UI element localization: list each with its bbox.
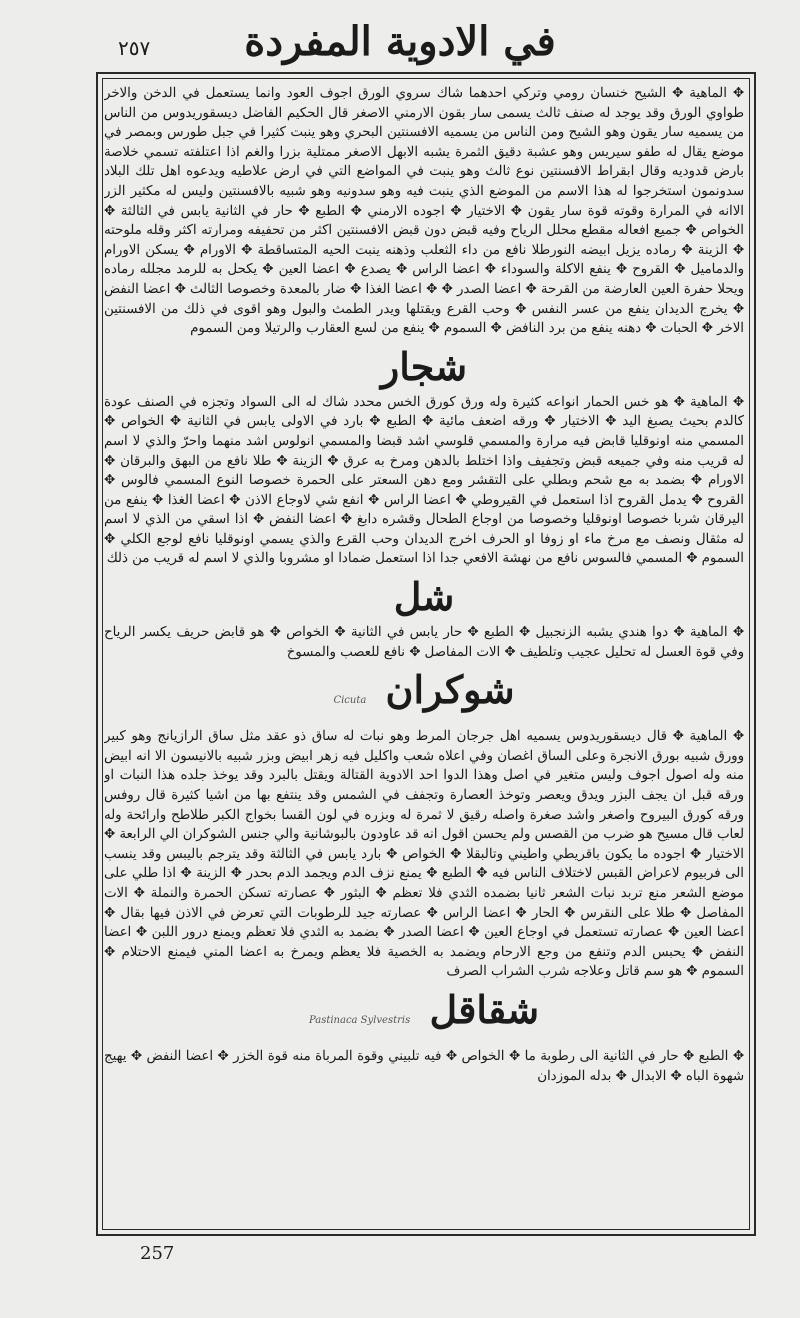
entry-text: ✥ الماهية ✥ دوا هندي يشبه الزنجبيل ✥ الطبع ✥ حار يابس في الثانية ✥ الخواص ✥ هو قابض حريف يكسر الرياح وفي قوة العسل له تحليل عجيب وتلطيف ✥ الات المفاصل ✥ نافع للعصب والمسوخ (104, 625, 744, 660)
page-body (104, 84, 744, 1222)
entry-shajjar (104, 345, 744, 569)
entry-shaqaqul (104, 988, 744, 1086)
entry-heading (104, 575, 744, 619)
entry-shih (104, 84, 744, 339)
entry-title: شوكران (385, 667, 515, 713)
entry-heading (104, 988, 744, 1043)
entry-title: شجار (380, 343, 468, 389)
entry-shal (104, 575, 744, 662)
entry-text: ✥ الماهية ✥ قال ديسقوريدوس يسميه اهل جرجان المرط وهو نبات له ساق ذو عقد مثل ساق الرازيانج وهو كبير وورق شبيه بورق الانجرة وعلى الساق اغصان وفي اعلاه شعب واكليل فيه زهر ابيض وبزر شبيه بالانيسون الا انه ابيض منه وله اصول اجوف وليس متغير في اصل وهذا الدوا احد الادوية القتالة ويقتل بالبرد وقد يوخذ جلده هذا النبات او ورقه قبل ان يجف البزر ويدق ويعصر وتوخذ العصارة وتجفف في الشمس وقد ينتفع بها من اشيا كثيرة قال روفس ورقه كورق البيروح واصغر واشد صغرة واصله رقيق لا ثمرة له وبزره في لون القسا بخواج الكبر طلاطح وارائحة وله لعاب قال مسيح هو ضرب من القصس ولم يحسن اقول انه قد عاودون بالبوشانية والي جنس الشوكران الي الرابعة ✥ الاختيار ✥ اجوده ما يكون باقريطي واطيني وتالبقلا ✥ الخواص ✥ بارد يابس في الثالثة وقد يترجم باليبس وقد ينسب الى فربيوم لاعراض القبس لاختلاف الناس فيه ✥ الطبع ✥ يمنع نزف الدم ويجمد الدم بحدر ✥ الزينة ✥ اذا طلي على موضع الشعر منع تربد نبات الشعر ثانيا بضمده الثدي فلا تعظم ✥ البثور ✥ عصارته تسكن الحمرة والنملة ✥ الات المفاصل ✥ طلا على النقرس ✥ الحار ✥ اعضا الراس ✥ عصارته جيد للرطوبات التي تعرض في الاذن فيها بقال ✥ اعضا العين ✥ عصارته تستعمل في اوجاع العين ✥ اعضا الصدر ✥ بضمد به الثدي فلا تعظم ويمنع درور اللبن ✥ اعضا النفض ✥ يحبس الدم وتنفع من وجع الارحام ويضمد به الخصية فلا يعظم ويمرخ به اعضا المني فيمنع الاحتلام ✥ السموم ✥ هو سم قاتل وعلاجه شرب الشراب الصرف (104, 729, 744, 980)
handwritten-latin-note: Cicuta (333, 695, 367, 707)
handwritten-latin-note: Pastinaca Sylvestris (308, 1014, 411, 1026)
entry-heading (104, 345, 744, 389)
entry-heading (104, 668, 744, 723)
entry-title: شقاقل (429, 986, 540, 1032)
entry-text: ✥ الماهية ✥ هو خس الحمار انواعه كثيرة وله ورق كورق الخس محدد شاك له الى السواد وتجزه في الصنف عودة كالدم بحيث يصبغ اليد ✥ الاختيار ✥ ورقه اضعف مائية ✥ الطبع ✥ بارد في الاولى يابس في الثانية ✥ الخواص ✥ المسمي منه اونوقليا قابض فيه مرارة والمسمي قلوسي اشد قبضا والمسمي انولوس اشد منهما واحرّ والذي لا اسم له قريب منه وفي جميعه قبض وتجفيف واذا اختلط بالدهن ومرخ به عرق ✥ الزينة ✥ طلا نافع من البهق والبرقان ✥ الاورام ✥ بضمد به مع شحم وبطلي على التقشر ومع دهن السعتر على الحمرة خصوصا النوع المسمي فالوس ✥ القروح ✥ يدمل القروح اذا استعمل في القيروطي ✥ اعضا الراس ✥ انفع شي لاوجاع الاذن ✥ اعضا الغذا ✥ ينفع من اليرقان شربا خصوصا اونوقليا وخصوصا من اوجاع الطحال وقشره دابغ ✥ اعضا النفض ✥ اذا اسقي من الذي لا اسم له مثقال ونصف مع مرخ ماء او زوفا او الحرف اخرج الديدان وحب القرع والذي يسمي اونوقليا نافع لوجع الكلي ✥ السموم ✥ المسمي فالسوس نافع من نهشة الافعي جدا اذا استعمل ضمادا او مشروبا والذي لا اسم له قريب من ذلك (104, 394, 744, 567)
entry-text: ✥ الماهية ✥ الشيح خنسان رومي وتركي احدهما شاك سروي الورق اجوف العود وانما يستعمل في الدخن والاخر طواوي الورق وقد يوجد له صنف ثالث يسمى سار بقون الارمني الاصغر قال الحكيم الفاضل ديسقوريدوس من الناس من يسميه سار يقون وهو الشيح ومن الناس من يسميه الافسنتين البحري وهو ينبت كثيرا في جبل طورس وبمصر في موضع يقال له طفو سيريس وهو عشبة دقيق الثمرة يشبه الابهل الاصغر ممتلية بزرا والغم اذا اعتلفته تسمي خلاصة بارض قدوديه وقال ابقراط الافسنتين نوع ثالث وهو ينبت في المواضع التي في ارض علاطيه ويدعوه اهل تلك البلاد سدونمون استخرجوا له هذا الاسم من الموضع الذي ينبت فيه وهو سدونيه وهو شبيه بالافسنتين وليس له مكثير الزر الاانه في المرارة وقوته قوة سار يقون ✥ الاختيار ✥ اجوده الارمني ✥ الطبع ✥ حار في الثانية يابس في الثالثة ✥ الخواص ✥ جميع افعاله مقطع محلل الرياح وفيه قبض دون قبض الافسنتين اكثر من تحفيفه ومرارته اكثر وقله ملوحته ✥ الزينة ✥ رماده يزيل ابيضه النورطلا نافع من داء الثعلب وذهنه ينبت الحيه المتساقطة ✥ الاورام ✥ يسكن الاورام والدماميل ✥ القروح ✥ ينفع الاكلة والسوداء ✥ اعضا الراس ✥ يصدع ✥ اعضا العين ✥ يكحل به للرمد مجلله رماده ويحلا حفرة العين العارضة من القرحة ✥ اعضا الصدر ✥ ✥ اعضا الغذا ✥ ضار بالمعدة وخصوصا الثالث ✥ اعضا النفض ✥ يخرج الديدان ينفع من عسر النفس ✥ وحب القرع ويقتلها ويدر الطمث والبول وهو اقوى في ذلك من الافسنتين الاخر ✥ الحبات ✥ دهنه ينفع من برد النافض ✥ السموم ✥ ينفع من لسع العقارب والرتيلا ومن السموم (104, 86, 744, 337)
entry-title: شل (393, 574, 455, 620)
running-title: في الادوية المفردة (244, 18, 556, 65)
page-number-top: ٢٥٧ (118, 36, 151, 60)
entry-shawkaran (104, 668, 744, 982)
entry-text: ✥ الطبع ✥ حار في الثانية الى رطوبة ما ✥ الخواص ✥ فيه تلبيني وقوة المرباة منه قوة الخزر ✥ اعضا النفض ✥ يهيج شهوة الباه ✥ الابدال ✥ بدله الموزدان (104, 1048, 744, 1084)
page-number-bottom: 257 (140, 1243, 175, 1264)
